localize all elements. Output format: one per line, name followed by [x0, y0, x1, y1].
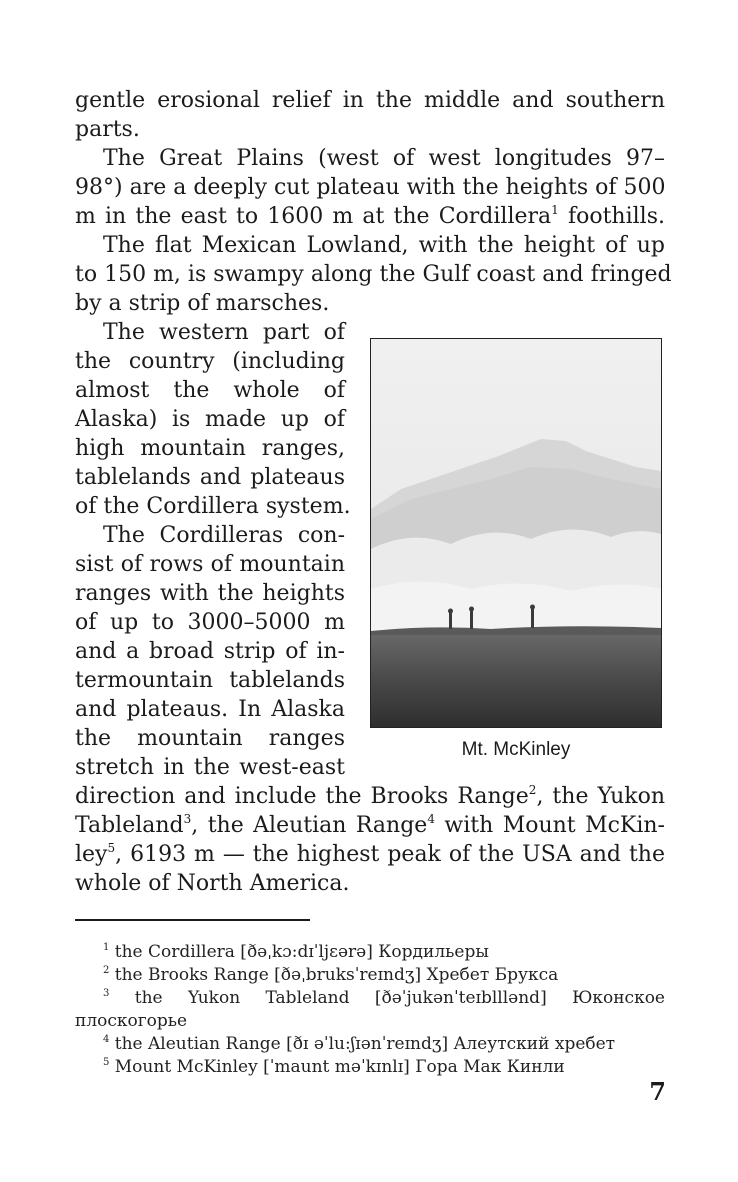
footnote-ref: 3 [183, 812, 192, 826]
body-line: gentle erosional relief in the middle and southern [75, 88, 665, 113]
page-number: 7 [649, 1077, 666, 1106]
body-line: The western part of [103, 320, 345, 345]
body-line: high mountain ranges, [75, 436, 345, 461]
footnote-ref: 2 [528, 783, 537, 797]
body-line: ley$^5$, 6193 m — the highest peak of the USA and the [75, 841, 665, 867]
body-line: sist of rows of mountain [75, 552, 345, 577]
body-line: the mountain ranges [75, 726, 345, 751]
footnote-divider [75, 919, 310, 921]
body-line: direction and include the Brooks Range$^2$, the Yukon [75, 783, 665, 809]
footnote: $^5$ Mount McKinley [ˈmaunt məˈkɪnlɪ] Гора Мак Кинли [103, 1057, 565, 1077]
body-line: and a broad strip of in- [75, 639, 345, 664]
body-line: The Great Plains (west of west longitudes 97– [103, 146, 665, 171]
body-line: by a strip of marsches. [75, 291, 330, 316]
mountain-photo [370, 338, 662, 728]
body-line: of the Cordillera system. [75, 494, 351, 519]
body-line: to 150 m, is swampy along the Gulf coast and fringed [75, 262, 672, 287]
figure-caption: Mt. McKinley [461, 739, 571, 760]
footnote-ref: 5 [107, 841, 116, 855]
body-line: ranges with the heights [75, 581, 345, 606]
footnote: $^4$ the Aleutian Range [ðɪ əˈlu:ʃɪənˈreɪndʒ] Алеутский хребет [103, 1034, 616, 1054]
body-line: termountain tablelands [75, 668, 345, 693]
body-line: The flat Mexican Lowland, with the height of up [103, 233, 665, 258]
body-line: parts. [75, 117, 140, 142]
body-line: Alaska) is made up of [75, 407, 345, 432]
body-line: almost the whole of [75, 378, 345, 403]
footnote: $^2$ the Brooks Range [ðəˌbruksˈreɪndʒ] Хребет Брукса [103, 965, 559, 985]
body-line: 98°) are a deeply cut plateau with the heights of 500 [75, 175, 666, 200]
body-line: The Cordilleras con- [103, 523, 345, 548]
body-line: of up to 3000–5000 m [75, 610, 345, 635]
body-line: whole of North America. [75, 871, 350, 896]
footnote: $^1$ the Cordillera [ðəˌkɔ:dɪˈljɛərə] Кордильеры [103, 942, 489, 962]
footnote-continuation: плоскогорье [75, 1011, 188, 1031]
footnote: $^3$ the Yukon Tableland [ðəˈjukənˈteɪblllənd] Юконское [103, 988, 665, 1008]
body-line: Tableland$^3$, the Aleutian Range$^4$ with Mount McKin- [75, 812, 665, 838]
body-line: m in the east to 1600 m at the Cordillera$^1$ foothills. [75, 203, 665, 229]
footnote-ref: 1 [551, 203, 559, 217]
body-line: the country (including [75, 349, 345, 374]
body-line: and plateaus. In Alaska [75, 697, 345, 722]
body-line: tablelands and plateaus [75, 465, 345, 490]
body-line: stretch in the west-east [75, 755, 345, 780]
footnote-ref: 4 [427, 812, 435, 826]
